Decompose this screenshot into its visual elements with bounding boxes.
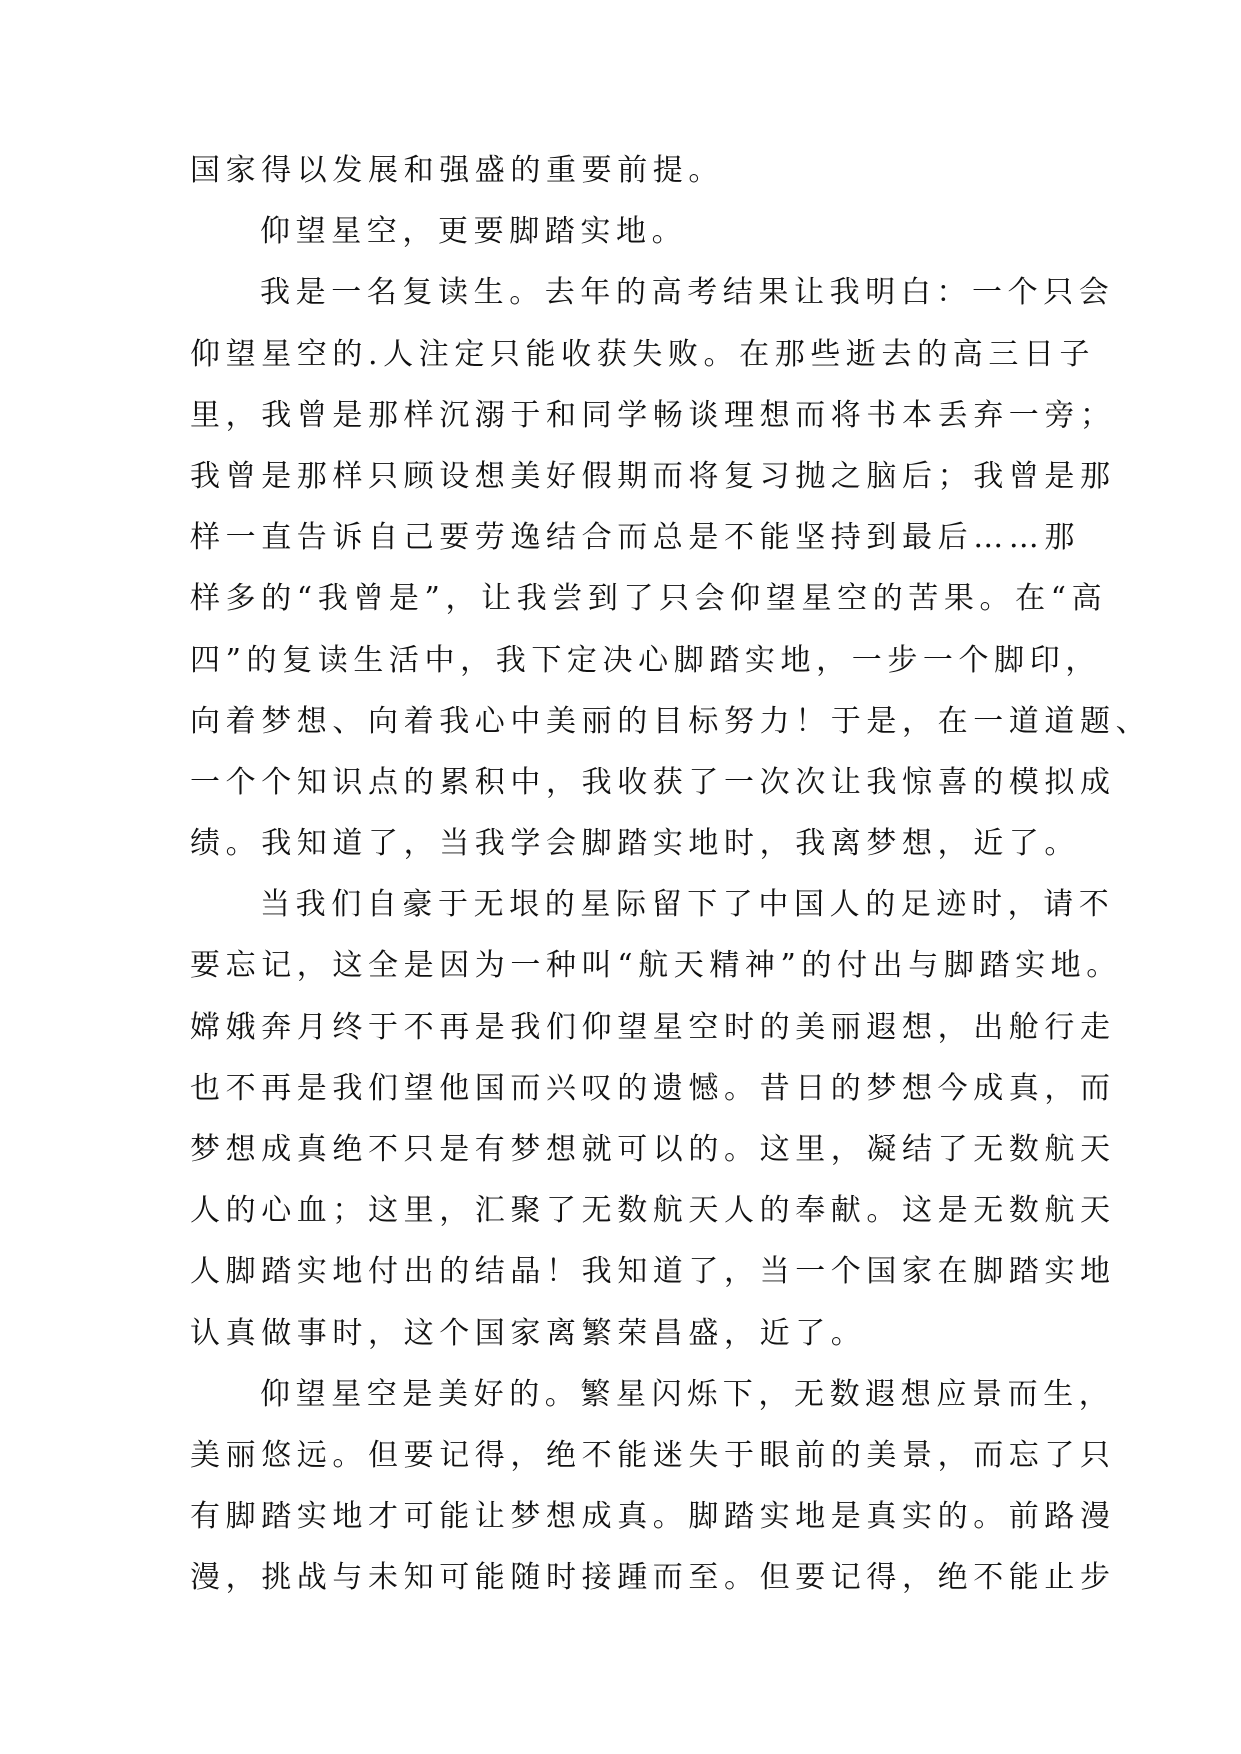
text-line: 嫦娥奔月终于不再是我们仰望星空时的美丽遐想，出舱行走	[190, 1009, 1116, 1045]
text-line: 仰望星空的.人注定只能收获失败。在那些逝去的高三日子	[190, 336, 1096, 372]
text-line: 国家得以发展和强盛的重要前提。	[190, 153, 724, 188]
text-line: 绩。我知道了，当我学会脚踏实地时，我离梦想，近了。	[190, 826, 1080, 862]
text-line: 一个个知识点的累积中，我收获了一次次让我惊喜的模拟成	[190, 764, 1116, 800]
text-line: 当我们自豪于无垠的星际留下了中国人的足迹时，请不	[260, 887, 1115, 923]
text-line: 仰望星空，更要脚踏实地。	[260, 214, 688, 250]
text-line: 我是一名复读生。去年的高考结果让我明白：一个只会	[260, 275, 1115, 311]
text-line: 人的心血；这里，汇聚了无数航天人的奉献。这是无数航天	[190, 1193, 1116, 1229]
text-line: 人脚踏实地付出的结晶！我知道了，当一个国家在脚踏实地	[190, 1254, 1116, 1290]
text-line: 向着梦想、向着我心中美丽的目标努力！于是，在一道道题、	[190, 703, 1152, 739]
text-line: 里，我曾是那样沉溺于和同学畅谈理想而将书本丢弃一旁；	[190, 397, 1116, 433]
text-line: 样一直告诉自己要劳逸结合而总是不能坚持到最后……那	[190, 520, 1080, 556]
text-line: 有脚踏实地才可能让梦想成真。脚踏实地是真实的。前路漫	[190, 1499, 1116, 1535]
text-line: 仰望星空是美好的。繁星闪烁下，无数遐想应景而生，	[260, 1376, 1115, 1412]
text-line: 认真做事时，这个国家离繁荣昌盛，近了。	[190, 1315, 867, 1351]
document-page	[190, 140, 1152, 1609]
text-line: 漫，挑战与未知可能随时接踵而至。但要记得，绝不能止步	[190, 1560, 1116, 1596]
text-line: 美丽悠远。但要记得，绝不能迷失于眼前的美景，而忘了只	[190, 1437, 1116, 1473]
text-line: 我曾是那样只顾设想美好假期而将复习抛之脑后；我曾是那	[190, 458, 1116, 494]
text-line: 梦想成真绝不只是有梦想就可以的。这里，凝结了无数航天	[190, 1132, 1116, 1167]
text-line: 四”的复读生活中，我下定决心脚踏实地，一步一个脚印，	[190, 642, 1101, 678]
text-line: 要忘记，这全是因为一种叫“航天精神”的付出与脚踏实地。	[190, 948, 1122, 984]
text-line: 样多的“我曾是”，让我尝到了只会仰望星空的苦果。在“高	[190, 581, 1108, 617]
text-line: 也不再是我们望他国而兴叹的遗憾。昔日的梦想今成真，而	[190, 1070, 1116, 1106]
